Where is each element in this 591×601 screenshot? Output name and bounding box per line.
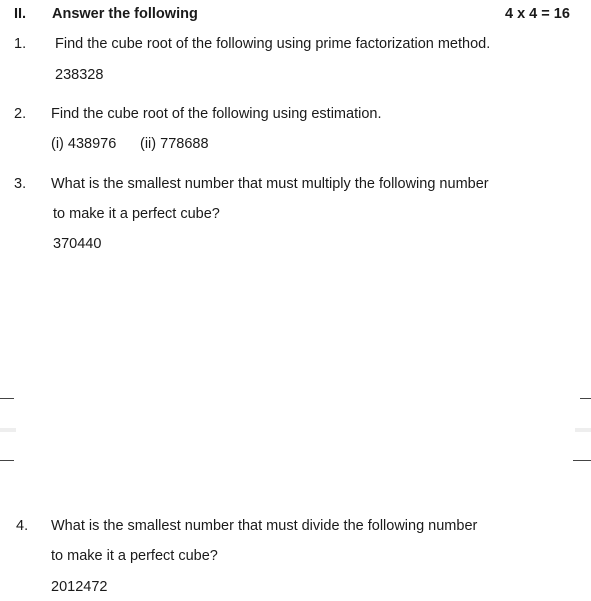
page-fold-shade-left [0,428,16,432]
section-title: Answer the following [52,6,198,22]
question-4-value: 2012472 [51,579,108,595]
question-2-number: 2. [14,106,27,122]
question-4-number: 4. [16,518,29,534]
page-edge-mark-right-bottom [573,460,591,461]
page-edge-mark-left-bottom [0,460,14,461]
question-3-text-line-1: What is the smallest number that must multiply the following number [51,176,489,192]
page-edge-mark-right-top [580,398,591,399]
question-3-text-line-2: to make it a perfect cube? [53,206,220,222]
question-1-value: 238328 [55,67,104,83]
question-1-text: Find the cube root of the following using prime factorization method. [55,36,491,52]
question-3-value: 370440 [53,236,102,252]
question-2-value-1: (i) 438976 [51,136,117,152]
section-number: II. [14,6,27,22]
question-2-value-2: (ii) 778688 [140,136,209,152]
section-marks: 4 x 4 = 16 [505,6,570,22]
page-edge-mark-left-top [0,398,14,399]
question-4-text-line-2: to make it a perfect cube? [51,548,218,564]
page-fold-shade-right [575,428,591,432]
question-1-number: 1. [14,36,27,52]
question-3-number: 3. [14,176,27,192]
question-2-text: Find the cube root of the following using estimation. [51,106,382,122]
question-4-text-line-1: What is the smallest number that must divide the following number [51,518,478,534]
